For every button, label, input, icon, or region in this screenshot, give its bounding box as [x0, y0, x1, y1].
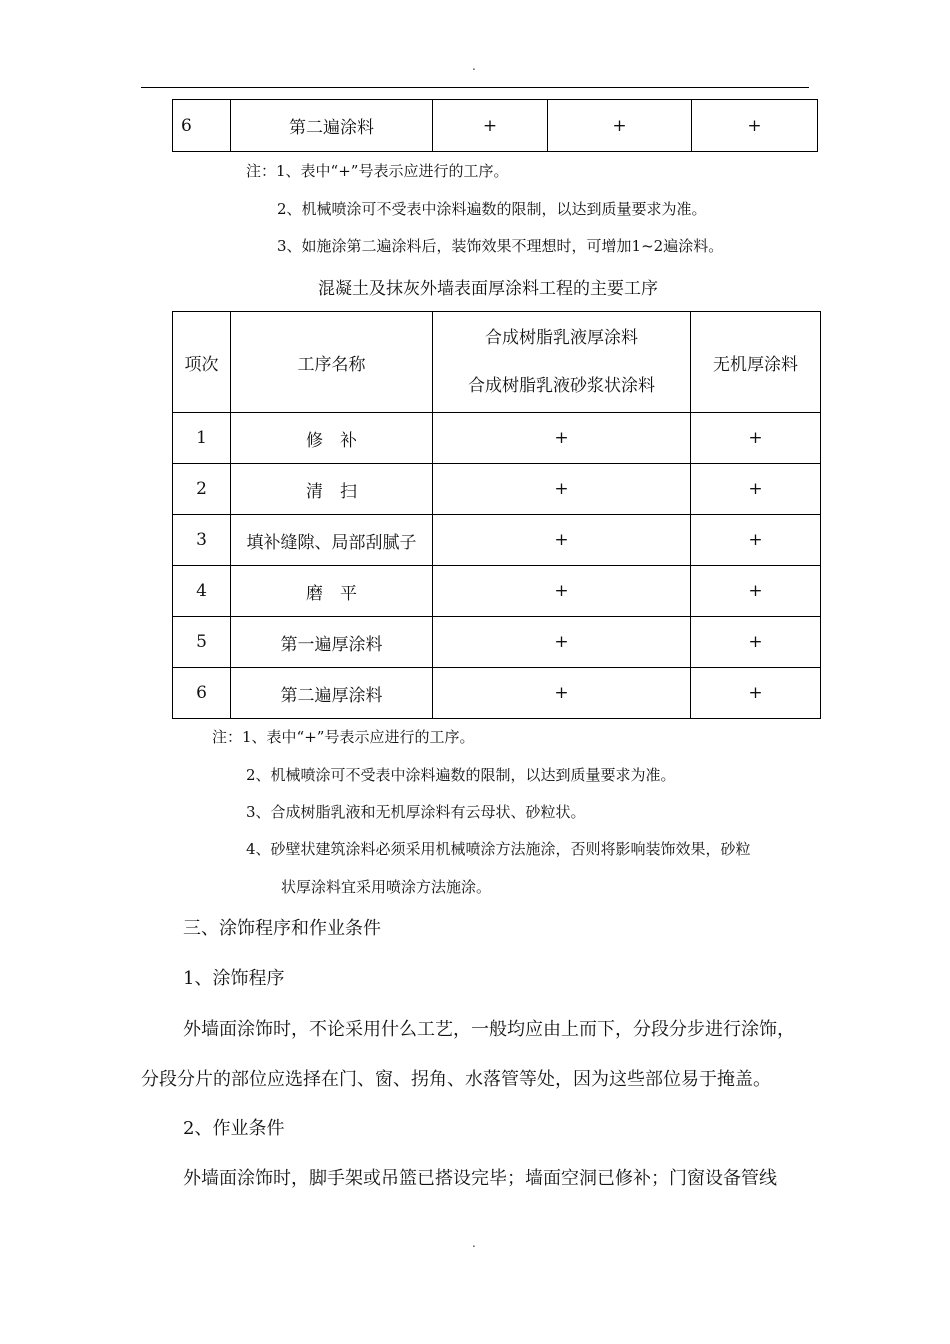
process-name: 清 扫	[231, 464, 433, 515]
note-line: 状厚涂料宜采用喷涂方法施涂。	[281, 878, 492, 896]
process-name: 第一遍厚涂料	[231, 617, 433, 668]
note-line: 4、砂壁状建筑涂料必须采用机械喷涂方法施涂，否则将影响装饰效果，砂粒	[246, 840, 751, 858]
footer-dot: .	[472, 1236, 476, 1250]
process-mark: +	[433, 515, 691, 566]
table-title: 混凝土及抹灰外墙表面厚涂料工程的主要工序	[318, 279, 658, 299]
paragraph-line: 外墙面涂饰时，脚手架或吊篮已搭设完毕；墙面空洞已修补；门窗设备管线	[183, 1168, 777, 1189]
header-dot: .	[472, 59, 476, 73]
process-mark: +	[433, 566, 691, 617]
thick-coating-process-table	[172, 311, 821, 719]
process-name: 第二遍厚涂料	[231, 668, 433, 719]
process-name: 磨 平	[231, 566, 433, 617]
table-row	[173, 617, 821, 668]
note-line: 2、机械喷涂可不受表中涂料遍数的限制，以达到质量要求为准。	[246, 766, 676, 784]
paragraph-line: 外墙面涂饰时，不论采用什么工艺，一般均应由上而下，分段分步进行涂饰，	[183, 1019, 795, 1040]
process-name: 第二遍涂料	[231, 100, 433, 152]
table-row	[173, 668, 821, 719]
row-number: 2	[173, 464, 231, 515]
process-mark: +	[433, 413, 691, 464]
table-row	[173, 100, 818, 152]
paragraph-line: 分段分片的部位应选择在门、窗、拐角、水落管等处，因为这些部位易于掩盖。	[141, 1069, 771, 1090]
header-inorganic-coating: 无机厚涂料	[691, 312, 821, 413]
process-mark: +	[433, 464, 691, 515]
process-mark: +	[691, 464, 821, 515]
subsection-heading: 2、作业条件	[183, 1118, 285, 1139]
table-row	[173, 515, 821, 566]
header-item-no: 项次	[173, 312, 231, 413]
process-name: 修 补	[231, 413, 433, 464]
row-number: 4	[173, 566, 231, 617]
note-line: 注：1、表中“+”号表示应进行的工序。	[246, 162, 509, 180]
table-row	[173, 413, 821, 464]
subsection-heading: 1、涂饰程序	[183, 968, 285, 989]
note-line: 2、机械喷涂可不受表中涂料遍数的限制，以达到质量要求为准。	[277, 200, 707, 218]
header-rule	[141, 87, 809, 88]
table-row	[173, 566, 821, 617]
process-mark: +	[691, 515, 821, 566]
note-line: 注：1、表中“+”号表示应进行的工序。	[212, 728, 475, 746]
table-header-row	[173, 312, 821, 413]
header-resin-coatings	[433, 312, 691, 413]
process-mark: +	[691, 668, 821, 719]
header-resin-line-2: 合成树脂乳液砂浆状涂料	[468, 376, 655, 396]
row-number: 6	[173, 668, 231, 719]
header-resin-line-1: 合成树脂乳液厚涂料	[485, 328, 638, 348]
process-mark: +	[691, 617, 821, 668]
process-mark: +	[433, 617, 691, 668]
row-number: 6	[173, 100, 231, 152]
process-mark: +	[692, 100, 818, 152]
process-table-continued	[172, 99, 818, 152]
row-number: 1	[173, 413, 231, 464]
note-line: 3、合成树脂乳液和无机厚涂料有云母状、砂粒状。	[246, 803, 586, 821]
process-name: 填补缝隙、局部刮腻子	[231, 515, 433, 566]
process-mark: +	[691, 413, 821, 464]
table-row	[173, 464, 821, 515]
process-mark: +	[433, 100, 548, 152]
header-process-name: 工序名称	[231, 312, 433, 413]
note-line: 3、如施涂第二遍涂料后，装饰效果不理想时，可增加1~2遍涂料。	[277, 237, 724, 255]
row-number: 3	[173, 515, 231, 566]
process-mark: +	[548, 100, 692, 152]
process-mark: +	[691, 566, 821, 617]
process-mark: +	[433, 668, 691, 719]
section-heading: 三、涂饰程序和作业条件	[183, 918, 381, 939]
row-number: 5	[173, 617, 231, 668]
